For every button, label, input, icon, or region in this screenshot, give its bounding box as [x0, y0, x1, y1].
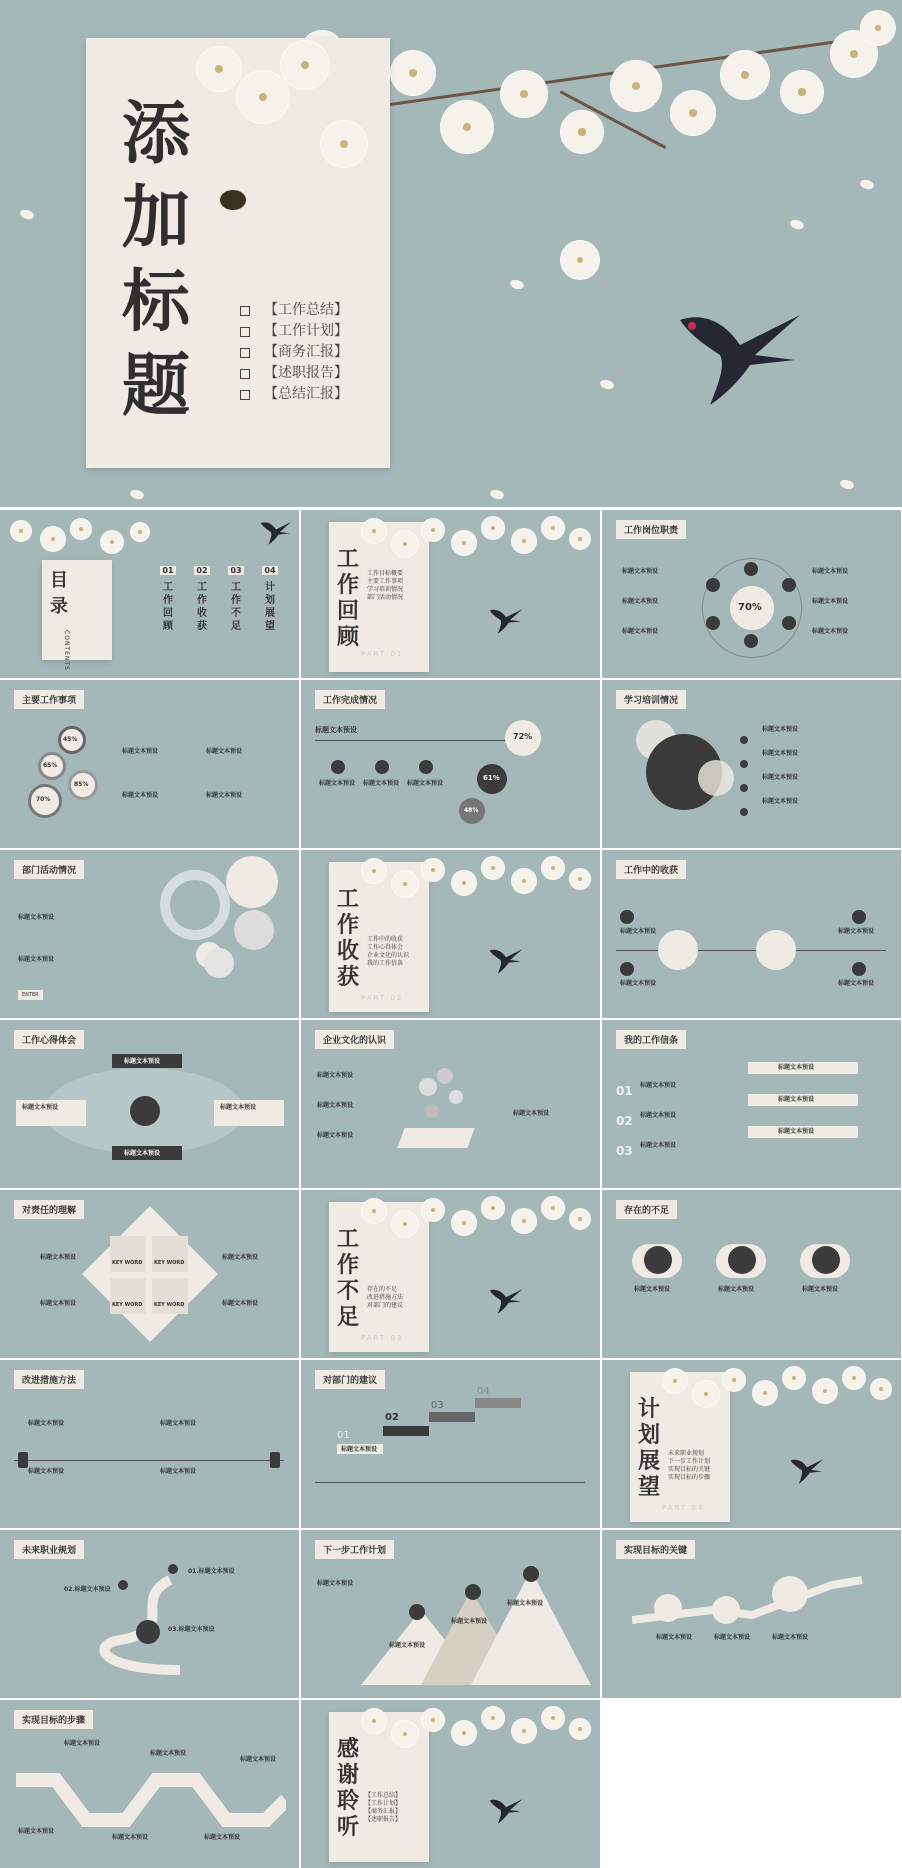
gear-value: 65%	[43, 762, 58, 769]
slide-gains[interactable]	[602, 850, 901, 1018]
slide-label: 标题文本预设	[317, 1102, 354, 1109]
slide-tag: 对责任的理解	[14, 1200, 84, 1219]
slide-label: 标题文本预设	[160, 1420, 197, 1427]
keyword-label: KEY WORD	[112, 1302, 143, 1308]
slide-keys-to-goal[interactable]	[602, 1530, 901, 1698]
slide-label: 标题文本预设	[640, 1112, 677, 1119]
swallow-icon	[258, 518, 294, 546]
section-item: 未来职业规划	[668, 1450, 705, 1457]
gear-value: 70%	[36, 796, 51, 803]
toc-title-char: 录	[50, 596, 68, 617]
slide-tag: 学习培训情况	[616, 690, 686, 709]
slide-label: 标题文本预设	[634, 1286, 671, 1293]
keyword-label: KEY WORD	[154, 1260, 185, 1266]
slide-responsibility[interactable]	[0, 1190, 299, 1358]
slide-tag: 实现目标的步骤	[14, 1710, 93, 1729]
keyword-label: KEY WORD	[154, 1302, 185, 1308]
toc-item[interactable]	[262, 566, 278, 633]
slide-tag: 工作心得体会	[14, 1030, 84, 1049]
slide-label: 标题文本预设	[18, 1828, 55, 1835]
hero-menu-item: 【述职报告】	[264, 365, 348, 381]
creed-num: 03	[616, 1144, 633, 1158]
toc-item[interactable]	[160, 566, 176, 633]
hero-menu-item: 【工作计划】	[264, 323, 348, 339]
ending-item: 【商务汇报】	[365, 1808, 402, 1815]
slide-label: 标题文本预设	[40, 1254, 77, 1261]
slide-label: 标题文本预设	[122, 792, 159, 799]
slide-work-creed[interactable]	[602, 1020, 901, 1188]
checkbox-icon	[240, 306, 250, 316]
slide-section-3[interactable]	[301, 1190, 600, 1358]
swallow-icon	[670, 300, 810, 410]
slide-tag: 未来职业规划	[14, 1540, 84, 1559]
section-item: 部门活动情况	[367, 594, 404, 601]
slide-label: 标题文本预设	[640, 1142, 677, 1149]
ending-item: 【工作计划】	[365, 1800, 402, 1807]
section-item: 企业文化的认识	[367, 952, 410, 959]
slide-label: 标题文本预设	[28, 1420, 65, 1427]
slide-tag: 企业文化的认识	[315, 1030, 394, 1049]
slide-tag: 我的工作信条	[616, 1030, 686, 1049]
slide-experience[interactable]	[0, 1020, 299, 1188]
section-item: 实现目标的关键	[668, 1466, 711, 1473]
toc-item-text: 工作不足	[231, 582, 241, 632]
slide-label: 标题文本预设	[762, 798, 799, 805]
slide-section-1[interactable]	[301, 510, 600, 678]
section-item: 学习培训情况	[367, 586, 404, 593]
slide-label: 标题文本预设	[122, 748, 159, 755]
section-item: 工作中的收获	[367, 936, 404, 943]
slide-tag: 对部门的建议	[315, 1370, 385, 1389]
slide-training[interactable]	[602, 680, 901, 848]
slide-section-4[interactable]	[602, 1360, 901, 1528]
section-item: 对部门的建议	[367, 1302, 404, 1309]
step-num: 01	[337, 1430, 350, 1441]
hero-menu-item: 【商务汇报】	[264, 344, 348, 360]
checkbox-icon	[240, 348, 250, 358]
toc-item-num: 01	[160, 566, 176, 575]
swallow-icon	[486, 945, 526, 975]
slide-label: 标题文本预设	[160, 1468, 197, 1475]
slide-corporate-culture[interactable]	[301, 1020, 600, 1188]
slide-shortcomings[interactable]	[602, 1190, 901, 1358]
slide-label: 标题文本预设	[204, 1834, 241, 1841]
ring-value: 61%	[483, 774, 500, 782]
percent-label: 70%	[738, 602, 762, 613]
section-title: 工作不足	[337, 1226, 360, 1330]
slide-label: 标题文本预设	[64, 1740, 101, 1747]
slide-label: 标题文本预设	[451, 1618, 488, 1625]
slide-label: 标题文本预设	[622, 628, 659, 635]
enter-button[interactable]: ENTER	[18, 990, 43, 1000]
section-part: PART 03	[361, 1334, 404, 1342]
swallow-icon	[486, 1285, 526, 1315]
slide-label: 标题文本预设	[407, 780, 444, 787]
ending-item: 【述职报告】	[365, 1816, 402, 1823]
plan-item: 01.标题文本预设	[188, 1568, 235, 1575]
slide-tag: 工作中的收获	[616, 860, 686, 879]
toc-item[interactable]	[228, 566, 244, 633]
slide-label: 标题文本预设	[507, 1600, 544, 1607]
section-part: PART 02	[361, 994, 404, 1002]
slide-label: 标题文本预设	[622, 568, 659, 575]
section-item: 实现目标的步骤	[668, 1474, 711, 1481]
slide-label: 标题文本预设	[112, 1834, 149, 1841]
section-title: 计划展望	[638, 1396, 661, 1500]
slide-label: 标题文本预设	[315, 726, 357, 734]
slide-label: 标题文本预设	[772, 1634, 809, 1641]
hero-menu-item: 【工作总结】	[264, 302, 348, 318]
slide-label: 标题文本预设	[640, 1082, 677, 1089]
slide-steps-to-goal[interactable]	[0, 1700, 299, 1868]
slide-label: 标题文本预设	[802, 1286, 839, 1293]
slide-label: 标题文本预设	[389, 1642, 426, 1649]
slide-label: 标题文本预设	[22, 1104, 59, 1111]
slide-label: 标题文本预设	[222, 1254, 259, 1261]
slide-label: 标题文本预设	[656, 1634, 693, 1641]
ending-title: 感谢聆听	[337, 1736, 360, 1840]
slide-label: 标题文本预设	[838, 928, 875, 935]
section-item: 改进措施方法	[367, 1294, 404, 1301]
slide-dept-suggestions[interactable]	[301, 1360, 600, 1528]
slide-tag: 实现目标的关键	[616, 1540, 695, 1559]
section-item: 存在的不足	[367, 1286, 398, 1293]
slide-main-tasks[interactable]	[0, 680, 299, 848]
toc-item-text: 工作收获	[197, 582, 207, 632]
section-item: 下一步工作计划	[668, 1458, 711, 1465]
slide-tag: 部门活动情况	[14, 860, 84, 879]
slide-label: 标题文本预设	[206, 792, 243, 799]
plan-item: 02.标题文本预设	[64, 1586, 111, 1593]
section-item: 工作心得体会	[367, 944, 404, 951]
swallow-icon	[486, 605, 526, 635]
slide-job-duties[interactable]	[602, 510, 901, 678]
slide-label: 标题文本预设	[718, 1286, 755, 1293]
slide-label: 标题文本预设	[317, 1580, 354, 1587]
slide-label: 标题文本预设	[762, 750, 799, 757]
slide-improvement[interactable]	[0, 1360, 299, 1528]
slide-label: 标题文本预设	[363, 780, 400, 787]
swallow-icon	[486, 1795, 526, 1825]
creed-num: 02	[616, 1114, 633, 1128]
hero-title-char: 标	[122, 262, 191, 342]
checkbox-icon	[240, 390, 250, 400]
checkbox-icon	[240, 327, 250, 337]
slide-label: 标题文本预设	[620, 928, 657, 935]
bee-icon	[220, 190, 246, 210]
slide-label: 标题文本预设	[778, 1128, 815, 1135]
hero-menu	[240, 300, 348, 405]
slide-label: 标题文本预设	[317, 1072, 354, 1079]
toc-item[interactable]	[194, 566, 210, 633]
section-title: 工作回顾	[337, 546, 360, 650]
swallow-icon	[787, 1455, 827, 1485]
hero-slide[interactable]	[0, 0, 902, 507]
hero-title-char: 题	[122, 346, 191, 426]
slide-label: 标题文本预设	[150, 1750, 187, 1757]
toc-item-num: 02	[194, 566, 210, 575]
slide-label: 标题文本预设	[812, 628, 849, 635]
hero-title-char: 添	[122, 94, 191, 174]
slide-label: 标题文本预设	[762, 774, 799, 781]
slide-label: 标题文本预设	[220, 1104, 257, 1111]
section-part: PART 04	[662, 1504, 705, 1512]
slide-label: 标题文本预设	[40, 1300, 77, 1307]
slide-label: 标题文本预设	[222, 1300, 259, 1307]
keyword-label: KEY WORD	[112, 1260, 143, 1266]
slide-label: 标题文本预设	[18, 956, 55, 963]
ring-value: 72%	[513, 732, 533, 741]
section-part: PART 01	[361, 650, 404, 658]
slide-career-plan[interactable]	[0, 1530, 299, 1698]
slide-dept-activities[interactable]	[0, 850, 299, 1018]
slide-label: 标题文本预设	[18, 914, 55, 921]
slide-thanks[interactable]	[301, 1700, 600, 1868]
toc-item-num: 03	[228, 566, 244, 575]
slide-tag: 主要工作事项	[14, 690, 84, 709]
gear-value: 45%	[63, 736, 78, 743]
section-item: 我的工作信条	[367, 960, 404, 967]
slide-tag: 下一步工作计划	[315, 1540, 394, 1559]
hero-title-char: 加	[122, 178, 191, 258]
slide-label: 标题文本预设	[620, 980, 657, 987]
slide-work-completion[interactable]	[301, 680, 600, 848]
toc-subtitle: CONTENTS	[63, 630, 70, 671]
hero-title	[122, 92, 222, 428]
slide-toc[interactable]	[0, 510, 299, 678]
checkbox-icon	[240, 369, 250, 379]
step-num: 04	[477, 1386, 490, 1397]
creed-num: 01	[616, 1084, 633, 1098]
slide-label: 标题文本预设	[762, 726, 799, 733]
slide-label: 标题文本预设	[319, 780, 356, 787]
slide-label: 标题文本预设	[778, 1096, 815, 1103]
section-item: 主要工作事项	[367, 578, 404, 585]
hero-menu-item: 【总结汇报】	[264, 386, 348, 402]
slide-label: 标题文本预设	[513, 1110, 550, 1117]
gear-value: 85%	[74, 781, 89, 788]
slide-section-2[interactable]	[301, 850, 600, 1018]
slide-label: 标题文本预设	[838, 980, 875, 987]
toc-title-char: 目	[50, 570, 68, 591]
toc-item-num: 04	[262, 566, 278, 575]
slide-label: 标题文本预设	[341, 1446, 378, 1453]
ring-value: 48%	[464, 807, 479, 814]
ending-item: 【工作总结】	[365, 1792, 402, 1799]
toc-item-text: 工作回顾	[163, 582, 173, 632]
toc-item-text: 计划展望	[265, 582, 275, 632]
slide-next-plan[interactable]	[301, 1530, 600, 1698]
slide-label: 标题文本预设	[28, 1468, 65, 1475]
slide-tag: 改进措施方法	[14, 1370, 84, 1389]
slide-tag: 工作完成情况	[315, 690, 385, 709]
plan-item: 03.标题文本预设	[168, 1626, 215, 1633]
slide-label: 标题文本预设	[124, 1150, 161, 1157]
section-item: 工作目标概要	[367, 570, 404, 577]
slide-tag: 工作岗位职责	[616, 520, 686, 539]
slide-tag: 存在的不足	[616, 1200, 677, 1219]
slide-label: 标题文本预设	[778, 1064, 815, 1071]
slide-label: 标题文本预设	[812, 598, 849, 605]
slide-label: 标题文本预设	[622, 598, 659, 605]
section-title: 工作收获	[337, 886, 360, 990]
slide-label: 标题文本预设	[206, 748, 243, 755]
slide-label: 标题文本预设	[240, 1756, 277, 1763]
step-num: 03	[431, 1400, 444, 1411]
slide-label: 标题文本预设	[812, 568, 849, 575]
step-num: 02	[385, 1412, 399, 1423]
slide-label: 标题文本预设	[714, 1634, 751, 1641]
slide-label: 标题文本预设	[317, 1132, 354, 1139]
slide-label: 标题文本预设	[124, 1058, 161, 1065]
